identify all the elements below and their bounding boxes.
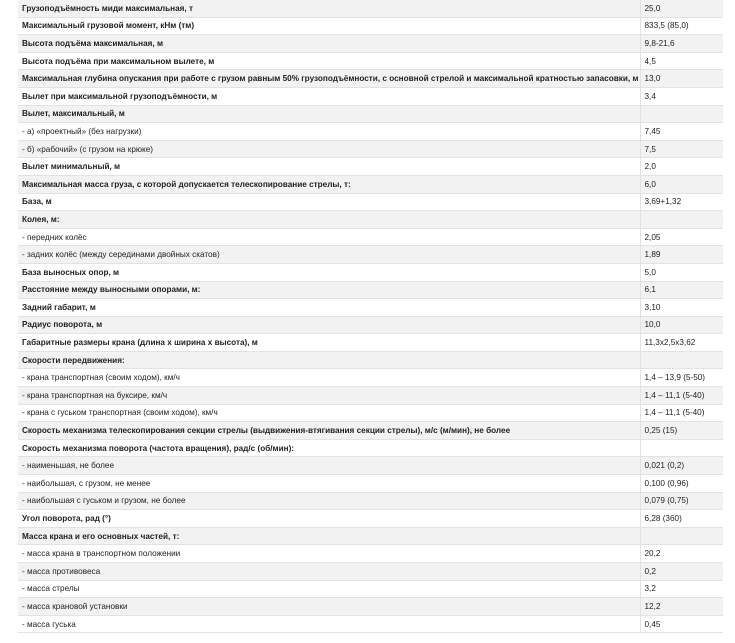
table-row (18, 158, 723, 176)
parameter-label: Скорость механизма поворота (частота вращения), рад/с (об/мин): (18, 439, 640, 457)
parameter-value: 6,0 (640, 175, 723, 193)
parameter-label: Максимальная глубина опускания при работе с грузом равным 50% грузоподъёмности, с основной стрелой и максимальной кратностью запасовки, м (18, 70, 640, 88)
table-row (18, 545, 723, 563)
parameter-value: 13,0 (640, 70, 723, 88)
parameter-value: 9,8-21,6 (640, 35, 723, 53)
parameter-value: 3,10 (640, 299, 723, 317)
table-row (18, 211, 723, 229)
parameter-label: Масса крана и его основных частей, т: (18, 527, 640, 545)
parameter-value (640, 105, 723, 123)
parameter-label: - б) «рабочий» (с грузом на крюке) (18, 140, 640, 158)
parameter-label: База выносных опор, м (18, 263, 640, 281)
parameter-label: - задних колёс (между серединами двойных скатов) (18, 246, 640, 264)
parameter-label: - масса гуська (18, 615, 640, 633)
table-row (18, 263, 723, 281)
table-row (18, 0, 723, 17)
parameter-value: 10,0 (640, 316, 723, 334)
parameter-label: Грузоподъёмность миди максимальная, т (18, 0, 640, 17)
table-row (18, 334, 723, 352)
table-row (18, 527, 723, 545)
parameter-value: 6,1 (640, 281, 723, 299)
parameter-label: Вылет при максимальной грузоподъёмности, м (18, 87, 640, 105)
parameter-value: 1,4 – 11,1 (5-40) (640, 387, 723, 405)
parameter-value: 7,45 (640, 123, 723, 141)
table-row (18, 439, 723, 457)
table-row (18, 369, 723, 387)
specifications-table-body (18, 0, 723, 633)
parameter-label: Радиус поворота, м (18, 316, 640, 334)
parameter-label: Габаритные размеры крана (длина х ширина х высота), м (18, 334, 640, 352)
parameter-label: - наибольшая, с грузом, не менее (18, 475, 640, 493)
parameter-label: - крана с гуськом транспортная (своим ходом), км/ч (18, 404, 640, 422)
parameter-value: 1,4 – 11,1 (5-40) (640, 404, 723, 422)
parameter-value: 0,25 (15) (640, 422, 723, 440)
table-row (18, 175, 723, 193)
parameter-value: 3,2 (640, 580, 723, 598)
parameter-value: 2,0 (640, 158, 723, 176)
parameter-value: 12,2 (640, 598, 723, 616)
parameter-label: Высота подъёма максимальная, м (18, 35, 640, 53)
parameter-value: 3,69+1,32 (640, 193, 723, 211)
table-row (18, 123, 723, 141)
parameter-value: 0,45 (640, 615, 723, 633)
parameter-value: 1,89 (640, 246, 723, 264)
parameter-value (640, 527, 723, 545)
table-row (18, 105, 723, 123)
table-row (18, 387, 723, 405)
table-row (18, 246, 723, 264)
parameter-value: 5,0 (640, 263, 723, 281)
parameter-label: - передних колёс (18, 228, 640, 246)
parameter-label: База, м (18, 193, 640, 211)
parameter-label: - масса противовеса (18, 563, 640, 581)
table-row (18, 351, 723, 369)
parameter-label: Вылет минимальный, м (18, 158, 640, 176)
parameter-value: 4,5 (640, 52, 723, 70)
parameter-label: Вылет, максимальный, м (18, 105, 640, 123)
table-row (18, 580, 723, 598)
parameter-label: Угол поворота, рад (°) (18, 510, 640, 528)
parameter-label: Скорости передвижения: (18, 351, 640, 369)
parameter-label: - а) «проектный» (без нагрузки) (18, 123, 640, 141)
parameter-label: - крана транспортная на буксире, км/ч (18, 387, 640, 405)
parameter-value: 25,0 (640, 0, 723, 17)
parameter-label: Колея, м: (18, 211, 640, 229)
parameter-label: Максимальная масса груза, с которой допускается телескопирование стрелы, т: (18, 175, 640, 193)
table-row (18, 35, 723, 53)
parameter-label: Задний габарит, м (18, 299, 640, 317)
parameter-value: 0,021 (0,2) (640, 457, 723, 475)
parameter-value: 1,4 – 13,9 (5-50) (640, 369, 723, 387)
parameter-label: - наименьшая, не более (18, 457, 640, 475)
table-row (18, 475, 723, 493)
table-row (18, 87, 723, 105)
parameter-label: - масса стрелы (18, 580, 640, 598)
parameter-value: 20,2 (640, 545, 723, 563)
table-row (18, 615, 723, 633)
parameter-value (640, 439, 723, 457)
table-row (18, 17, 723, 35)
parameter-value: 0,079 (0,75) (640, 492, 723, 510)
parameter-value (640, 351, 723, 369)
table-row (18, 316, 723, 334)
table-row (18, 422, 723, 440)
table-row (18, 52, 723, 70)
parameter-value: 7,5 (640, 140, 723, 158)
parameter-label: Расстояние между выносными опорами, м: (18, 281, 640, 299)
parameter-label: Скорость механизма телескопирования секции стрелы (выдвижения-втягивания секции стрелы), м/с (м/мин), не более (18, 422, 640, 440)
parameter-value: 2,05 (640, 228, 723, 246)
parameter-value: 0,2 (640, 563, 723, 581)
parameter-value: 833,5 (85,0) (640, 17, 723, 35)
table-row (18, 598, 723, 616)
parameter-value: 11,3х2,5х3,62 (640, 334, 723, 352)
table-row (18, 492, 723, 510)
parameter-value: 6,28 (360) (640, 510, 723, 528)
table-row (18, 140, 723, 158)
specifications-table (18, 0, 723, 633)
parameter-value: 3,4 (640, 87, 723, 105)
table-row (18, 510, 723, 528)
parameter-label: - наибольшая с гуськом и грузом, не более (18, 492, 640, 510)
table-row (18, 70, 723, 88)
parameter-label: - крана транспортная (своим ходом), км/ч (18, 369, 640, 387)
table-row (18, 193, 723, 211)
table-row (18, 457, 723, 475)
table-row (18, 228, 723, 246)
parameter-label: Высота подъёма при максимальном вылете, м (18, 52, 640, 70)
table-row (18, 299, 723, 317)
parameter-label: Максимальный грузовой момент, кНм (тм) (18, 17, 640, 35)
table-row (18, 404, 723, 422)
table-row (18, 281, 723, 299)
parameter-label: - масса крановой установки (18, 598, 640, 616)
parameter-value: 0,100 (0,96) (640, 475, 723, 493)
table-row (18, 563, 723, 581)
parameter-label: - масса крана в транспортном положении (18, 545, 640, 563)
parameter-value (640, 211, 723, 229)
